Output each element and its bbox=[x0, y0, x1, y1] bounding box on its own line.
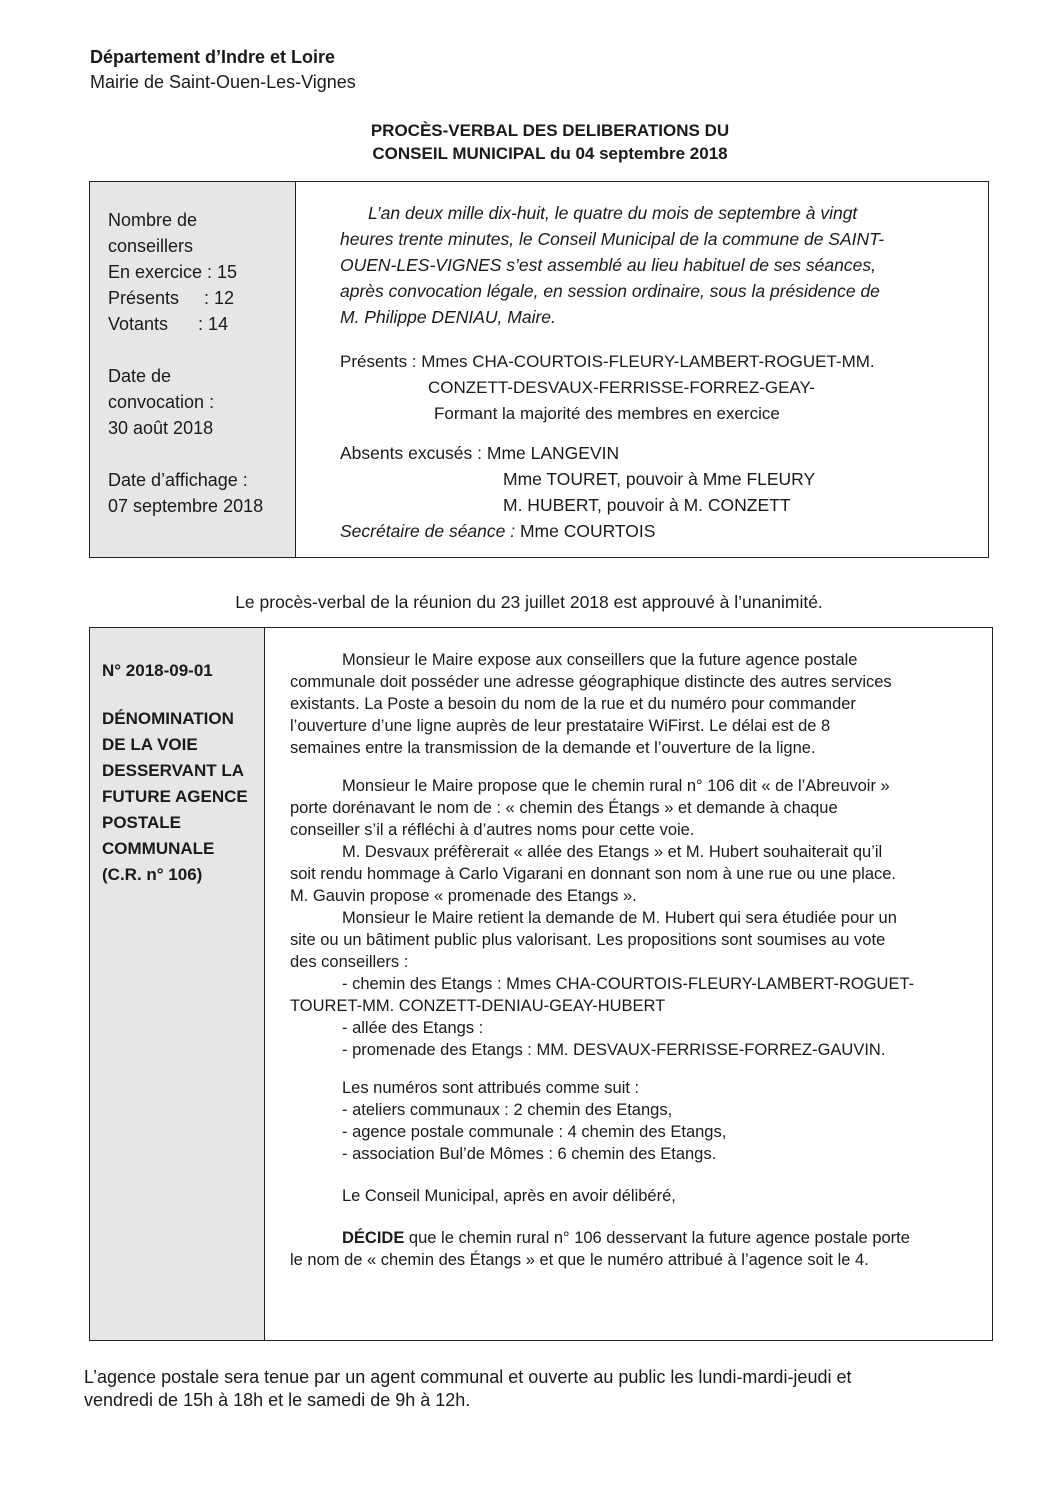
p4-line-2: site ou un bâtiment public plus valorisant. Les propositions sont soumises au vote bbox=[290, 931, 886, 949]
conseillers-label-1: Nombre de bbox=[108, 210, 198, 230]
secretaire-line bbox=[340, 518, 815, 544]
presents-count: Présents : 12 bbox=[108, 288, 235, 308]
vote-1-line-2: TOURET-MM. CONZETT-DENIAU-GEAY-HUBERT bbox=[290, 997, 666, 1015]
p3-line-1: M. Desvaux préfèrerait « allée des Etangs » et M. Hubert souhaiterait qu’il bbox=[342, 843, 883, 861]
affichage-date: 07 septembre 2018 bbox=[108, 496, 264, 516]
absents-line-2: Mme TOURET, pouvoir à Mme FLEURY bbox=[503, 469, 816, 489]
subject-line-5: POSTALE bbox=[102, 813, 182, 832]
affichage-label: Date d’affichage : bbox=[108, 470, 248, 490]
affichage-block bbox=[108, 467, 263, 519]
p2-line-3: conseiller s’il a réfléchi à d’autres noms pour cette voie. bbox=[290, 821, 695, 839]
decision-line-2: le nom de « chemin des Étangs » et que le numéro attribué à l’agence soit le 4. bbox=[290, 1251, 869, 1269]
intro-line-1: L’an deux mille dix-huit, le quatre du mois de septembre à vingt bbox=[368, 203, 858, 223]
presents-line-1: Présents : Mmes CHA-COURTOIS-FLEURY-LAMBERT-ROGUET-MM. bbox=[340, 352, 875, 371]
presents-line-3: Formant la majorité des membres en exercice bbox=[434, 404, 780, 423]
numbering-3: - association Bul’de Mômes : 6 chemin des Etangs. bbox=[342, 1145, 717, 1163]
p3-line-2: soit rendu hommage à Carlo Vigarani en donnant son nom à une rue ou une place. bbox=[290, 865, 897, 883]
p1-line-1: Monsieur le Maire expose aux conseillers que la future agence postale bbox=[342, 651, 858, 669]
subject-line-4: FUTURE AGENCE bbox=[102, 787, 248, 806]
intro-line-3: OUEN-LES-VIGNES s’est assemblé au lieu habituel de ses séances, bbox=[340, 255, 876, 275]
convocation-label-2: convocation : bbox=[108, 392, 215, 412]
presents-line-2: CONZETT-DESVAUX-FERRISSE-FORREZ-GEAY- bbox=[428, 378, 815, 397]
decision-text-1: que le chemin rural n° 106 desservant la future agence postale porte bbox=[404, 1229, 910, 1247]
deliberation-box bbox=[89, 627, 993, 1341]
subject-line-2: DE LA VOIE bbox=[102, 735, 198, 754]
p2-line-1: Monsieur le Maire propose que le chemin rural n° 106 dit « de l’Abreuvoir » bbox=[342, 777, 890, 795]
intro-line-5: M. Philippe DENIAU, Maire. bbox=[340, 307, 556, 327]
numbering-intro: Les numéros sont attribués comme suit : bbox=[342, 1079, 640, 1097]
department-name: Département d’Indre et Loire bbox=[90, 47, 336, 67]
absents-line-1: Absents excusés : Mme LANGEVIN bbox=[340, 443, 620, 463]
vote-1-line-1: - chemin des Etangs : Mmes CHA-COURTOIS-FLEURY-LAMBERT-ROGUET- bbox=[342, 975, 915, 993]
p1-line-5: semaines entre la transmission de la demande et l’ouverture de la ligne. bbox=[290, 739, 816, 757]
numbering-1: - ateliers communaux : 2 chemin des Etangs, bbox=[342, 1101, 673, 1119]
p1-line-2: communale doit posséder une adresse géographique distincte des autres services bbox=[290, 673, 892, 691]
decision-line-1 bbox=[290, 1227, 970, 1249]
p1-line-3: existants. La Poste a besoin du nom de la rue et du numéro pour commander bbox=[290, 695, 856, 713]
meeting-intro bbox=[340, 200, 950, 330]
title-line-2: CONSEIL MUNICIPAL du 04 septembre 2018 bbox=[372, 144, 728, 163]
p1-line-4: l’ouverture d’une ligne auprès de leur prestataire WiFirst. Le délai est de 8 bbox=[290, 717, 831, 735]
p4-line-3: des conseillers : bbox=[290, 953, 409, 971]
summary-box bbox=[89, 181, 989, 558]
intro-line-4: après convocation légale, en session ordinaire, sous la présidence de bbox=[340, 281, 880, 301]
convocation-block bbox=[108, 363, 214, 441]
secretaire-value: Mme COURTOIS bbox=[515, 521, 656, 541]
page-title bbox=[330, 119, 770, 165]
footer-note bbox=[84, 1366, 851, 1412]
decide-keyword: DÉCIDE bbox=[342, 1229, 405, 1247]
p3-line-3: M. Gauvin propose « promenade des Etangs ». bbox=[290, 887, 637, 905]
convocation-label-1: Date de bbox=[108, 366, 172, 386]
absents-list bbox=[340, 440, 815, 544]
votants-count: Votants : 14 bbox=[108, 314, 229, 334]
deliberation-body bbox=[290, 649, 970, 1271]
subject-line-7: (C.R. n° 106) bbox=[102, 865, 203, 884]
deliberation-subject bbox=[102, 706, 248, 888]
vote-3: - promenade des Etangs : MM. DESVAUX-FERRISSE-FORREZ-GAUVIN. bbox=[342, 1041, 886, 1059]
intro-line-2: heures trente minutes, le Conseil Municipal de la commune de SAINT- bbox=[340, 229, 885, 249]
conseil-statement: Le Conseil Municipal, après en avoir délibéré, bbox=[342, 1187, 676, 1205]
conseillers-block bbox=[108, 207, 237, 337]
convocation-date: 30 août 2018 bbox=[108, 418, 214, 438]
vote-2: - allée des Etangs : bbox=[342, 1019, 484, 1037]
mairie-name: Mairie de Saint-Ouen-Les-Vignes bbox=[90, 72, 356, 92]
p2-line-2: porte dorénavant le nom de : « chemin des Étangs » et demande à chaque bbox=[290, 799, 838, 817]
presents-list bbox=[340, 349, 875, 427]
numbering-2: - agence postale communale : 4 chemin des Etangs, bbox=[342, 1123, 727, 1141]
secretaire-label: Secrétaire de séance : bbox=[340, 521, 516, 541]
deliberation-number: N° 2018-09-01 bbox=[102, 661, 213, 680]
subject-line-1: DÉNOMINATION bbox=[102, 709, 234, 728]
absents-line-3: M. HUBERT, pouvoir à M. CONZETT bbox=[503, 495, 791, 515]
approval-statement: Le procès-verbal de la réunion du 23 juillet 2018 est approuvé à l’unanimité. bbox=[235, 592, 823, 612]
title-line-1: PROCÈS-VERBAL DES DELIBERATIONS DU bbox=[370, 121, 730, 140]
subject-line-6: COMMUNALE bbox=[102, 839, 215, 858]
p4-line-1: Monsieur le Maire retient la demande de M. Hubert qui sera étudiée pour un bbox=[342, 909, 897, 927]
en-exercice-count: En exercice : 15 bbox=[108, 262, 238, 282]
footer-line-2: vendredi de 15h à 18h et le samedi de 9h à 12h. bbox=[84, 1390, 471, 1410]
footer-line-1: L’agence postale sera tenue par un agent communal et ouverte au public les lundi-mardi-jeudi et bbox=[84, 1367, 852, 1387]
subject-line-3: DESSERVANT LA bbox=[102, 761, 245, 780]
conseillers-label-2: conseillers bbox=[108, 236, 194, 256]
